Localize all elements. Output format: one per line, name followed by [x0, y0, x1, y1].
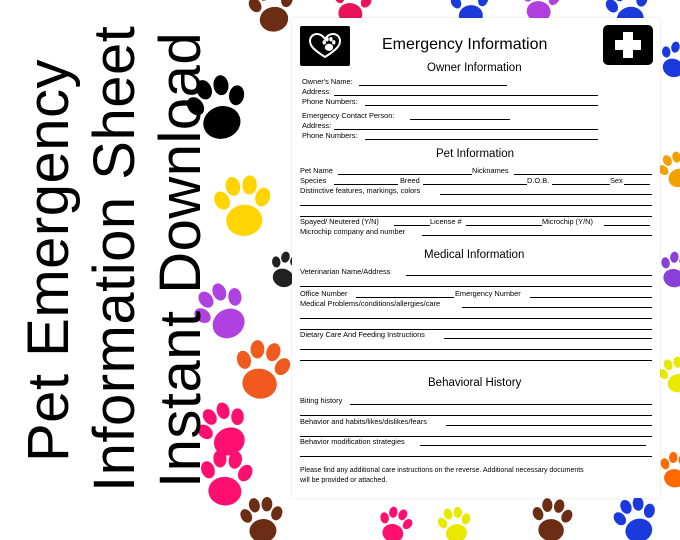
footer-note-line-2: will be provided or attached. [300, 477, 388, 484]
spayed-neutered-label: Spayed/ Neutered (Y/N) [300, 217, 379, 226]
contact-address-label: Address: [302, 121, 332, 130]
dietary-care-field[interactable] [444, 338, 652, 339]
office-number-label: Office Number [300, 289, 348, 298]
footer-note-line-1: Please find any additional care instructions on the reverse. Additional necessary documents [300, 467, 584, 474]
species-label: Species [300, 176, 327, 185]
owners-name-label: Owner's Name: [302, 77, 353, 86]
contact-address-field[interactable] [334, 129, 598, 130]
dob-label: D.O.B. [527, 176, 550, 185]
sheet-title: Emergency Information [382, 36, 548, 53]
emergency-contact-field[interactable] [410, 119, 510, 120]
dob-field[interactable] [552, 184, 610, 185]
microchip-company-label: Microchip company and number [300, 227, 406, 236]
medical-problems-field[interactable] [462, 307, 652, 308]
microchip-company-field[interactable] [422, 235, 652, 236]
title-line-pet-emergency: Pet Emergency [16, 58, 81, 462]
breed-label: Breed [400, 176, 420, 185]
pet-name-field[interactable] [338, 174, 472, 175]
nicknames-label: Nicknames [472, 166, 509, 175]
distinctive-features-label: Distinctive features, markings, colors [300, 186, 421, 195]
dietary-care-line-2[interactable] [300, 349, 652, 350]
behavior-habits-field[interactable] [446, 425, 652, 426]
sex-field[interactable] [624, 184, 650, 185]
office-number-field[interactable] [356, 297, 454, 298]
medical-information-heading: Medical Information [424, 249, 525, 261]
distinctive-features-field[interactable] [440, 194, 652, 195]
paw-print [209, 173, 276, 239]
license-label: License # [430, 217, 462, 226]
medical-problems-line-2[interactable] [300, 318, 652, 319]
microchip-label: Microchip (Y/N) [542, 217, 593, 226]
veterinarian-field[interactable] [406, 275, 652, 276]
dietary-care-label: Dietary Care And Feeding Instructions [300, 330, 425, 339]
behavioral-history-heading: Behavioral History [428, 377, 522, 389]
microchip-field[interactable] [604, 225, 650, 226]
first-aid-cross-icon [603, 25, 653, 65]
veterinarian-line-2[interactable] [300, 286, 652, 287]
spayed-neutered-field[interactable] [394, 225, 430, 226]
pet-name-label: Pet Name [300, 166, 333, 175]
paw-print [228, 336, 297, 404]
species-field[interactable] [334, 184, 398, 185]
owner-address-label: Address: [302, 87, 332, 96]
title-line-instant-download: Instant Download [148, 31, 213, 488]
behavior-modification-line-2[interactable] [300, 456, 652, 457]
owner-address-field[interactable] [334, 95, 598, 96]
sex-label: Sex [610, 176, 623, 185]
paw-print [528, 496, 575, 540]
paw-print [373, 503, 417, 540]
behavior-habits-label: Behavior and habits/likes/dislikes/fears [300, 417, 427, 426]
emergency-information-sheet [292, 18, 660, 498]
owners-name-field[interactable] [359, 85, 507, 86]
owner-phone-field[interactable] [365, 105, 598, 106]
emergency-number-label: Emergency Number [455, 289, 521, 298]
heart-paw-icon [300, 26, 350, 66]
dietary-care-line-3[interactable] [300, 360, 652, 361]
biting-history-line-2[interactable] [300, 415, 652, 416]
emergency-number-field[interactable] [530, 297, 652, 298]
pet-information-heading: Pet Information [436, 148, 514, 160]
owner-information-heading: Owner Information [427, 62, 522, 74]
paw-print [608, 492, 665, 540]
owner-phone-label: Phone Numbers: [302, 97, 358, 106]
paw-print [237, 495, 287, 540]
title-line-information-sheet: Information Sheet [82, 25, 147, 492]
behavior-modification-field[interactable] [420, 445, 646, 446]
license-field[interactable] [466, 225, 542, 226]
nicknames-field[interactable] [514, 174, 652, 175]
medical-problems-label: Medical Problems/conditions/allergies/care [300, 299, 441, 308]
behavior-modification-label: Behavior modification strategies [300, 437, 405, 446]
biting-history-label: Biting history [300, 396, 343, 405]
contact-phone-field[interactable] [365, 139, 598, 140]
biting-history-field[interactable] [350, 404, 652, 405]
emergency-contact-label: Emergency Contact Person: [302, 111, 395, 120]
breed-field[interactable] [423, 184, 527, 185]
paw-print [434, 504, 476, 540]
contact-phone-label: Phone Numbers: [302, 131, 358, 140]
distinctive-features-line-2[interactable] [300, 205, 652, 206]
veterinarian-label: Veterinarian Name/Address [300, 267, 391, 276]
